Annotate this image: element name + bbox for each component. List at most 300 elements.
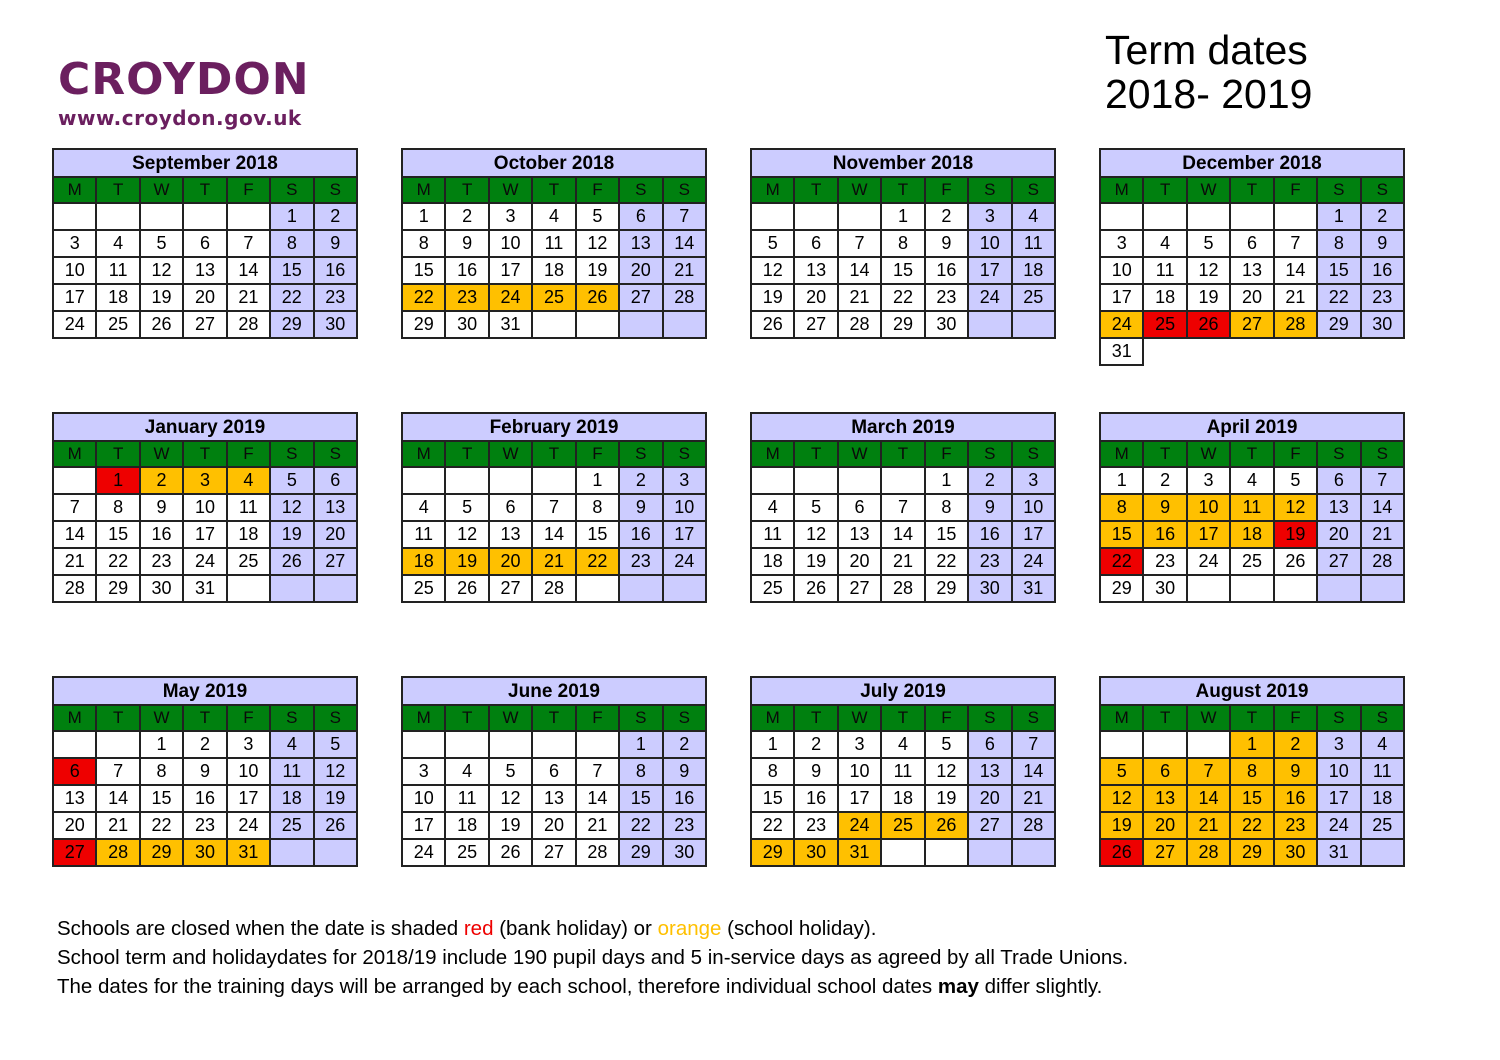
- date-cell: 27: [794, 311, 837, 338]
- date-cell: 1: [1230, 731, 1273, 758]
- month-table: [401, 412, 707, 603]
- week-row: [1100, 338, 1404, 365]
- date-cell: 1: [925, 467, 968, 494]
- month-title: February 2019: [402, 413, 706, 441]
- weekday-header: F: [227, 705, 270, 731]
- date-cell: 20: [1317, 521, 1360, 548]
- date-cell: 23: [794, 812, 837, 839]
- date-cell: 30: [445, 311, 488, 338]
- date-cell: 2: [314, 203, 357, 230]
- week-row: [402, 257, 706, 284]
- date-cell: 14: [881, 521, 924, 548]
- date-cell: 25: [881, 812, 924, 839]
- week-row: [751, 284, 1055, 311]
- date-cell: 18: [1361, 785, 1404, 812]
- date-cell: 4: [270, 731, 313, 758]
- empty-cell: [663, 311, 706, 338]
- date-cell: 26: [140, 311, 183, 338]
- week-row: [402, 548, 706, 575]
- week-row: [751, 575, 1055, 602]
- date-cell: 7: [227, 230, 270, 257]
- date-cell: 13: [838, 521, 881, 548]
- date-cell: 12: [1187, 257, 1230, 284]
- date-cell: 20: [532, 812, 575, 839]
- week-row: [751, 203, 1055, 230]
- weekday-header: F: [1274, 441, 1317, 467]
- week-row: [402, 494, 706, 521]
- empty-cell: [1317, 338, 1360, 365]
- date-cell: 10: [183, 494, 226, 521]
- week-row: [751, 311, 1055, 338]
- week-row: [402, 311, 706, 338]
- empty-cell: [619, 311, 662, 338]
- date-cell: 29: [881, 311, 924, 338]
- date-cell: 4: [227, 467, 270, 494]
- date-cell: 20: [1143, 812, 1186, 839]
- date-cell: 24: [489, 284, 532, 311]
- date-cell: 14: [1274, 257, 1317, 284]
- week-row: [402, 575, 706, 602]
- date-cell: 22: [96, 548, 139, 575]
- empty-cell: [925, 839, 968, 866]
- date-cell: 3: [663, 467, 706, 494]
- month-calendar: [401, 676, 707, 867]
- date-cell: 21: [881, 548, 924, 575]
- date-cell: 5: [140, 230, 183, 257]
- weekday-header: T: [1143, 177, 1186, 203]
- date-cell: 15: [96, 521, 139, 548]
- date-cell: 2: [968, 467, 1011, 494]
- week-row: [1100, 548, 1404, 575]
- date-cell: 9: [1361, 230, 1404, 257]
- date-cell: 21: [53, 548, 96, 575]
- date-cell: 29: [925, 575, 968, 602]
- weekday-header: T: [183, 441, 226, 467]
- date-cell: 13: [183, 257, 226, 284]
- weekday-header: S: [270, 177, 313, 203]
- empty-cell: [1230, 575, 1273, 602]
- date-cell: 4: [1143, 230, 1186, 257]
- date-cell: 28: [53, 575, 96, 602]
- date-cell: 22: [140, 812, 183, 839]
- date-cell: 21: [532, 548, 575, 575]
- month-title: November 2018: [751, 149, 1055, 177]
- week-row: [751, 812, 1055, 839]
- weekday-header: S: [663, 441, 706, 467]
- date-cell: 11: [1143, 257, 1186, 284]
- month-calendar: [1099, 148, 1405, 366]
- date-cell: 30: [140, 575, 183, 602]
- weekday-header: W: [489, 705, 532, 731]
- date-cell: 29: [1100, 575, 1143, 602]
- week-row: [53, 575, 357, 602]
- empty-cell: [183, 203, 226, 230]
- weekday-header: S: [1012, 705, 1055, 731]
- weekday-header: M: [1100, 705, 1143, 731]
- week-row: [402, 521, 706, 548]
- date-cell: 13: [1143, 785, 1186, 812]
- month-table: [750, 148, 1056, 339]
- date-cell: 7: [1187, 758, 1230, 785]
- date-cell: 10: [1317, 758, 1360, 785]
- date-cell: 9: [968, 494, 1011, 521]
- empty-cell: [838, 467, 881, 494]
- date-cell: 2: [140, 467, 183, 494]
- week-row: [1100, 839, 1404, 866]
- week-row: [1100, 257, 1404, 284]
- date-cell: 15: [140, 785, 183, 812]
- weekday-header: S: [270, 441, 313, 467]
- date-cell: 28: [532, 575, 575, 602]
- date-cell: 4: [1012, 203, 1055, 230]
- empty-cell: [1187, 203, 1230, 230]
- date-cell: 22: [402, 284, 445, 311]
- date-cell: 2: [183, 731, 226, 758]
- date-cell: 21: [576, 812, 619, 839]
- date-cell: 25: [1230, 548, 1273, 575]
- date-cell: 31: [183, 575, 226, 602]
- date-cell: 21: [1361, 521, 1404, 548]
- date-cell: 25: [227, 548, 270, 575]
- date-cell: 24: [183, 548, 226, 575]
- date-cell: 20: [183, 284, 226, 311]
- weekday-header: S: [1361, 705, 1404, 731]
- page-title: [1105, 28, 1312, 116]
- empty-cell: [314, 575, 357, 602]
- date-cell: 31: [1012, 575, 1055, 602]
- week-row: [402, 839, 706, 866]
- date-cell: 3: [838, 731, 881, 758]
- empty-cell: [576, 575, 619, 602]
- date-cell: 26: [1274, 548, 1317, 575]
- empty-cell: [881, 467, 924, 494]
- date-cell: 2: [925, 203, 968, 230]
- date-cell: 17: [227, 785, 270, 812]
- date-cell: 1: [881, 203, 924, 230]
- week-row: [1100, 785, 1404, 812]
- date-cell: 30: [314, 311, 357, 338]
- date-cell: 13: [619, 230, 662, 257]
- date-cell: 16: [1143, 521, 1186, 548]
- empty-cell: [1143, 338, 1186, 365]
- footer-line-1: [57, 914, 1128, 943]
- month-calendar: [401, 412, 707, 603]
- date-cell: 16: [1274, 785, 1317, 812]
- date-cell: 14: [1187, 785, 1230, 812]
- date-cell: 28: [663, 284, 706, 311]
- date-cell: 21: [227, 284, 270, 311]
- date-cell: 25: [1361, 812, 1404, 839]
- date-cell: 16: [445, 257, 488, 284]
- date-cell: 2: [445, 203, 488, 230]
- date-cell: 3: [53, 230, 96, 257]
- weekday-header: M: [751, 705, 794, 731]
- date-cell: 14: [576, 785, 619, 812]
- empty-cell: [576, 731, 619, 758]
- date-cell: 24: [838, 812, 881, 839]
- date-cell: 16: [619, 521, 662, 548]
- weekday-header: M: [751, 441, 794, 467]
- date-cell: 26: [576, 284, 619, 311]
- date-cell: 6: [1317, 467, 1360, 494]
- week-row: [53, 731, 357, 758]
- month-table: [401, 676, 707, 867]
- date-cell: 7: [1012, 731, 1055, 758]
- empty-cell: [227, 203, 270, 230]
- weekday-header: S: [663, 177, 706, 203]
- empty-cell: [445, 731, 488, 758]
- week-row: [751, 521, 1055, 548]
- date-cell: 29: [270, 311, 313, 338]
- croydon-logo: [58, 54, 310, 130]
- date-cell: 12: [1100, 785, 1143, 812]
- footer-notes: [57, 914, 1128, 1001]
- date-cell: 10: [489, 230, 532, 257]
- date-cell: 12: [445, 521, 488, 548]
- week-row: [53, 521, 357, 548]
- date-cell: 5: [489, 758, 532, 785]
- date-cell: 21: [663, 257, 706, 284]
- date-cell: 6: [489, 494, 532, 521]
- date-cell: 7: [881, 494, 924, 521]
- date-cell: 9: [314, 230, 357, 257]
- date-cell: 5: [1274, 467, 1317, 494]
- month-table: [750, 412, 1056, 603]
- date-cell: 6: [532, 758, 575, 785]
- date-cell: 26: [1100, 839, 1143, 866]
- weekday-header: S: [619, 705, 662, 731]
- date-cell: 28: [96, 839, 139, 866]
- date-cell: 11: [1361, 758, 1404, 785]
- date-cell: 4: [1230, 467, 1273, 494]
- date-cell: 17: [402, 812, 445, 839]
- date-cell: 3: [489, 203, 532, 230]
- empty-cell: [1100, 203, 1143, 230]
- date-cell: 27: [53, 839, 96, 866]
- weekday-header: W: [489, 177, 532, 203]
- date-cell: 25: [1143, 311, 1186, 338]
- date-cell: 11: [1230, 494, 1273, 521]
- weekday-header: W: [838, 177, 881, 203]
- empty-cell: [1274, 575, 1317, 602]
- date-cell: 26: [314, 812, 357, 839]
- week-row: [751, 257, 1055, 284]
- date-cell: 15: [1100, 521, 1143, 548]
- week-row: [53, 311, 357, 338]
- date-cell: 22: [925, 548, 968, 575]
- weekday-header: S: [314, 441, 357, 467]
- week-row: [1100, 812, 1404, 839]
- empty-cell: [402, 467, 445, 494]
- date-cell: 30: [968, 575, 1011, 602]
- empty-cell: [576, 311, 619, 338]
- date-cell: 1: [1100, 467, 1143, 494]
- date-cell: 15: [576, 521, 619, 548]
- date-cell: 10: [1187, 494, 1230, 521]
- weekday-header: S: [1317, 177, 1360, 203]
- week-row: [402, 731, 706, 758]
- weekday-header: T: [794, 177, 837, 203]
- date-cell: 31: [227, 839, 270, 866]
- date-cell: 15: [270, 257, 313, 284]
- date-cell: 9: [445, 230, 488, 257]
- weekday-header: S: [1317, 441, 1360, 467]
- week-row: [1100, 731, 1404, 758]
- date-cell: 5: [794, 494, 837, 521]
- date-cell: 9: [925, 230, 968, 257]
- date-cell: 15: [925, 521, 968, 548]
- week-row: [53, 548, 357, 575]
- date-cell: 22: [751, 812, 794, 839]
- empty-cell: [96, 203, 139, 230]
- date-cell: 18: [1143, 284, 1186, 311]
- date-cell: 26: [751, 311, 794, 338]
- date-cell: 24: [1187, 548, 1230, 575]
- month-calendar: [401, 148, 707, 339]
- date-cell: 14: [532, 521, 575, 548]
- date-cell: 12: [576, 230, 619, 257]
- week-row: [751, 494, 1055, 521]
- date-cell: 30: [794, 839, 837, 866]
- week-row: [1100, 575, 1404, 602]
- date-cell: 8: [96, 494, 139, 521]
- empty-cell: [1274, 203, 1317, 230]
- date-cell: 20: [619, 257, 662, 284]
- date-cell: 15: [402, 257, 445, 284]
- weekday-header: T: [1230, 705, 1273, 731]
- date-cell: 6: [183, 230, 226, 257]
- date-cell: 30: [925, 311, 968, 338]
- month-title: October 2018: [402, 149, 706, 177]
- date-cell: 30: [183, 839, 226, 866]
- date-cell: 17: [1187, 521, 1230, 548]
- date-cell: 23: [183, 812, 226, 839]
- date-cell: 2: [663, 731, 706, 758]
- date-cell: 11: [402, 521, 445, 548]
- week-row: [53, 839, 357, 866]
- week-row: [53, 494, 357, 521]
- date-cell: 10: [227, 758, 270, 785]
- week-row: [53, 467, 357, 494]
- weekday-header: T: [96, 177, 139, 203]
- date-cell: 18: [270, 785, 313, 812]
- date-cell: 14: [1012, 758, 1055, 785]
- date-cell: 25: [445, 839, 488, 866]
- month-title: December 2018: [1100, 149, 1404, 177]
- date-cell: 19: [314, 785, 357, 812]
- date-cell: 23: [314, 284, 357, 311]
- date-cell: 24: [1012, 548, 1055, 575]
- date-cell: 24: [402, 839, 445, 866]
- date-cell: 29: [402, 311, 445, 338]
- date-cell: 8: [576, 494, 619, 521]
- date-cell: 27: [968, 812, 1011, 839]
- week-row: [751, 467, 1055, 494]
- date-cell: 25: [270, 812, 313, 839]
- date-cell: 25: [96, 311, 139, 338]
- weekday-header: M: [402, 441, 445, 467]
- week-row: [402, 203, 706, 230]
- date-cell: 23: [1143, 548, 1186, 575]
- date-cell: 24: [968, 284, 1011, 311]
- date-cell: 7: [663, 203, 706, 230]
- date-cell: 16: [140, 521, 183, 548]
- date-cell: 12: [925, 758, 968, 785]
- weekday-header: W: [1187, 705, 1230, 731]
- week-row: [1100, 758, 1404, 785]
- date-cell: 5: [751, 230, 794, 257]
- empty-cell: [270, 839, 313, 866]
- weekday-header: F: [227, 441, 270, 467]
- week-row: [53, 284, 357, 311]
- week-row: [751, 758, 1055, 785]
- date-cell: 13: [794, 257, 837, 284]
- date-cell: 27: [489, 575, 532, 602]
- empty-cell: [402, 731, 445, 758]
- date-cell: 9: [1143, 494, 1186, 521]
- date-cell: 5: [925, 731, 968, 758]
- date-cell: 10: [663, 494, 706, 521]
- date-cell: 24: [1100, 311, 1143, 338]
- date-cell: 8: [140, 758, 183, 785]
- date-cell: 22: [576, 548, 619, 575]
- date-cell: 27: [619, 284, 662, 311]
- date-cell: 16: [314, 257, 357, 284]
- date-cell: 3: [1187, 467, 1230, 494]
- date-cell: 11: [270, 758, 313, 785]
- empty-cell: [751, 203, 794, 230]
- week-row: [1100, 203, 1404, 230]
- date-cell: 5: [445, 494, 488, 521]
- date-cell: 15: [751, 785, 794, 812]
- week-row: [402, 467, 706, 494]
- date-cell: 12: [489, 785, 532, 812]
- date-cell: 24: [53, 311, 96, 338]
- date-cell: 29: [751, 839, 794, 866]
- date-cell: 20: [968, 785, 1011, 812]
- empty-cell: [532, 731, 575, 758]
- date-cell: 22: [270, 284, 313, 311]
- empty-cell: [1100, 731, 1143, 758]
- orange-key: orange: [657, 917, 722, 940]
- date-cell: 18: [445, 812, 488, 839]
- date-cell: 1: [751, 731, 794, 758]
- month-table: [750, 676, 1056, 867]
- weekday-header: W: [838, 441, 881, 467]
- date-cell: 11: [532, 230, 575, 257]
- date-cell: 29: [140, 839, 183, 866]
- weekday-header: W: [838, 705, 881, 731]
- weekday-header: F: [576, 705, 619, 731]
- date-cell: 8: [1317, 230, 1360, 257]
- date-cell: 2: [794, 731, 837, 758]
- date-cell: 1: [619, 731, 662, 758]
- date-cell: 1: [140, 731, 183, 758]
- month-table: [52, 676, 358, 867]
- month-calendar: [52, 676, 358, 867]
- title-line-2: 2018- 2019: [1105, 71, 1313, 117]
- weekday-header: T: [881, 441, 924, 467]
- date-cell: 19: [270, 521, 313, 548]
- empty-cell: [1361, 575, 1404, 602]
- date-cell: 23: [445, 284, 488, 311]
- date-cell: 24: [227, 812, 270, 839]
- weekday-header: T: [532, 441, 575, 467]
- date-cell: 3: [968, 203, 1011, 230]
- month-calendar: [750, 148, 1056, 339]
- date-cell: 16: [794, 785, 837, 812]
- date-cell: 6: [838, 494, 881, 521]
